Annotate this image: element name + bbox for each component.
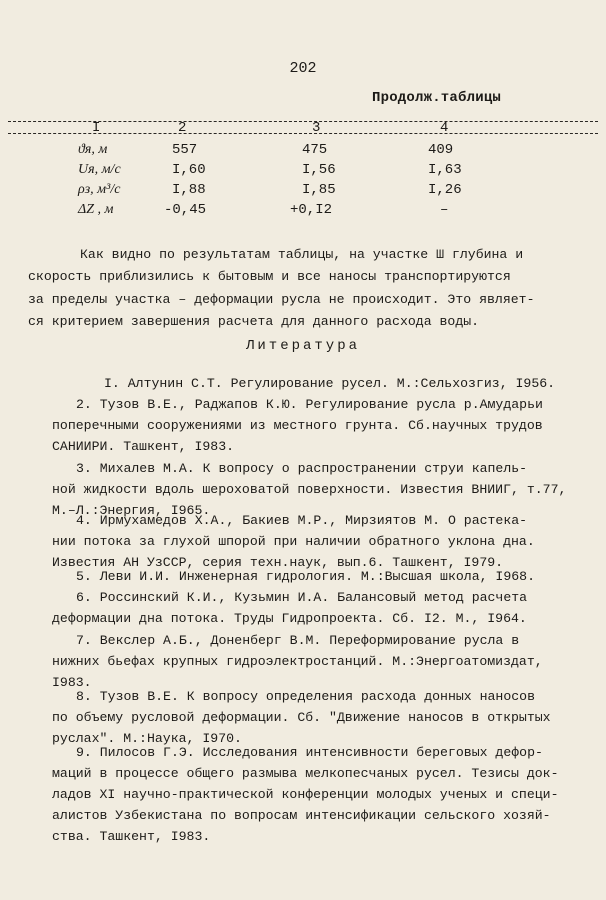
table-row-label: ρз, м³/с — [78, 182, 121, 197]
reference-line: ной жидкости вдоль шероховатой поверхности. Известия ВНИИГ, т.77, — [52, 482, 567, 497]
table-cell: 475 — [302, 142, 328, 158]
reference-line: ства. Ташкент, I983. — [52, 829, 211, 844]
reference-line: поперечными сооружениями из местного грунта. Сб.научных трудов — [52, 418, 543, 433]
reference-line: по объему русловой деформации. Сб. "Движение наносов в открытых — [52, 710, 551, 725]
body-paragraph — [28, 244, 590, 334]
reference-1 — [80, 373, 595, 394]
reference-line: ладов XI научно-практической конференции молодых ученых и специ- — [52, 787, 559, 802]
paragraph-line: за пределы участка – деформации русла не происходит. Это являет- — [28, 291, 535, 307]
reference-line: 8. Тузов В.Е. К вопросу определения расхода донных наносов — [76, 689, 535, 704]
reference-line: нижних бьефах крупных гидроэлектростанций. М.:Энергоатомиздат, — [52, 654, 543, 669]
reference-4 — [52, 510, 567, 573]
table-header-col3: 3 — [312, 120, 321, 136]
section-heading: Литература — [245, 338, 360, 354]
paragraph-line: скорость приблизились к бытовым и все наносы транспортируются — [28, 269, 511, 285]
table-continuation-label: Продолж.таблицы — [372, 90, 502, 106]
table-header-col2: 2 — [178, 120, 187, 136]
table-cell: 409 — [428, 142, 454, 158]
reference-line: 6. Россинский К.И., Кузьмин И.А. Балансовый метод расчета — [76, 590, 528, 605]
page-number: 202 — [289, 60, 317, 77]
reference-line: 9. Пилосов Г.Э. Исследования интенсивности береговых дефор- — [76, 745, 543, 760]
table-cell: 557 — [172, 142, 198, 158]
table-row-label: ΔZ , м — [78, 202, 114, 217]
table-cell: +0,I2 — [290, 202, 333, 218]
reference-line: 3. Михалев М.А. К вопросу о распространении струи капель- — [76, 461, 528, 476]
table-cell: I,26 — [428, 182, 462, 198]
reference-9 — [52, 742, 567, 847]
reference-line: I. Алтунин С.Т. Регулирование русел. М.:Сельхозгиз, I956. — [104, 376, 556, 391]
reference-line: алистов Узбекистана по вопросам интенсификации сельского хозяй- — [52, 808, 551, 823]
reference-8 — [52, 686, 567, 749]
table-cell: I,85 — [302, 182, 336, 198]
reference-line: нии потока за глухой шпорой при наличии обратного уклона дна. — [52, 534, 535, 549]
reference-5 — [52, 566, 567, 587]
table-cell: -0,45 — [164, 202, 207, 218]
table-cell: I,60 — [172, 162, 206, 178]
table-cell: I,88 — [172, 182, 206, 198]
reference-line: М.–Л.:Энергия, I965. — [52, 503, 211, 518]
table-cell: – — [440, 202, 449, 218]
table-header-col4: 4 — [440, 120, 449, 136]
table-cell: I,56 — [302, 162, 336, 178]
reference-line: I983. — [52, 675, 92, 690]
reference-6 — [52, 587, 567, 629]
reference-line: 4. Ирмухамедов Х.А., Бакиев М.Р., Мирзиятов М. О растека- — [76, 513, 528, 528]
reference-line: руслах". М.:Наука, I970. — [52, 731, 242, 746]
table-cell: I,63 — [428, 162, 462, 178]
reference-line: Известия АН УзССР, серия техн.наук, вып.6. Ташкент, I979. — [52, 555, 504, 570]
paragraph-line: Как видно по результатам таблицы, на участке Ш глубина и — [80, 247, 524, 262]
reference-line: 2. Тузов В.Е., Раджапов К.Ю. Регулирование русла р.Амударьи — [76, 397, 543, 412]
paragraph-line: ся критерием завершения расчета для данного расхода воды. — [28, 314, 480, 330]
table-row-label: Uя, м/с — [78, 162, 121, 177]
reference-7 — [52, 630, 567, 693]
reference-line: деформации дна потока. Труды Гидропроекта. Сб. I2. М., I964. — [52, 611, 527, 626]
reference-line: 5. Леви И.И. Инженерная гидрология. М.:Высшая школа, I968. — [76, 569, 535, 584]
reference-2 — [52, 394, 567, 457]
table-header-col1: I — [92, 120, 101, 136]
table-row-label: ϑя, м — [78, 142, 108, 157]
reference-line: САНИИРИ. Ташкент, I983. — [52, 439, 235, 454]
reference-line: маций в процессе общего размыва мелкопесчаных русел. Тезисы док- — [52, 766, 559, 781]
reference-line: 7. Векслер А.Б., Доненберг В.М. Переформирование русла в — [76, 633, 520, 648]
